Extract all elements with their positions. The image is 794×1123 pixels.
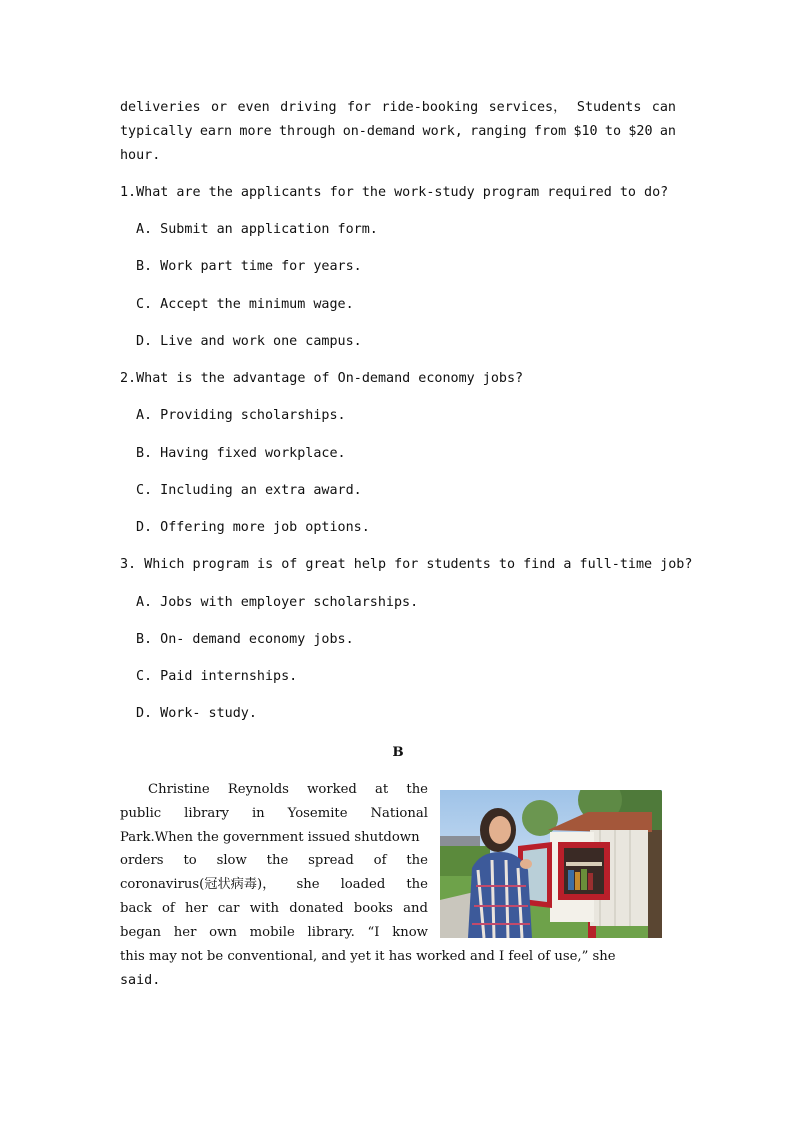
passage-b-line-2 <box>120 802 428 826</box>
question-2-stem: 2.What is the advantage of On-demand economy jobs? <box>120 371 524 386</box>
passage-b-line-2-word: library <box>184 805 229 821</box>
intro-line-1-word: deliveries <box>120 100 201 115</box>
passage-b-line-6 <box>120 897 428 921</box>
passage-b-line-5-word: coronavirus(冠状病毒)， <box>120 877 276 893</box>
passage-b-line-4-word: of <box>373 853 387 869</box>
passage-b-line-7-word: library. <box>307 924 355 940</box>
intro-line-1-word: for <box>346 100 372 115</box>
question-1-option-d: D. Live and work one campus. <box>136 334 362 349</box>
passage-b-line-2-word: Yosemite <box>287 805 348 821</box>
passage-b-line-5-word: she <box>296 877 320 893</box>
question-3-option-a: A. Jobs with employer scholarships. <box>136 595 419 610</box>
intro-line-2-word: through <box>278 124 336 139</box>
passage-b-line-2-word: public <box>120 805 162 821</box>
intro-line-1-word: Students <box>576 100 642 115</box>
passage-b-full-line: this may not be conventional, and yet it has worked and I feel of use,” she <box>120 949 616 964</box>
passage-b-line-6-word: her <box>185 901 208 916</box>
intro-line-1-word: or <box>211 100 228 115</box>
intro-line-2-word: on-demand <box>342 124 416 139</box>
question-3-option-b: B. On- demand economy jobs. <box>136 632 354 647</box>
intro-line-1-word: ride-booking <box>381 100 479 115</box>
intro-line-2-word: more <box>239 124 272 139</box>
question-1-stem: 1.What are the applicants for the work-study program required to do? <box>120 185 669 200</box>
passage-b-line-4 <box>120 849 428 873</box>
question-3-option-c: C. Paid internships. <box>136 669 298 684</box>
passage-b-line-6-word: car <box>217 901 240 916</box>
question-2-option-b: B. Having fixed workplace. <box>136 446 346 461</box>
question-1-option-a: A. Submit an application form. <box>136 222 378 237</box>
intro-line-2-word: ranging <box>470 124 527 139</box>
passage-b-line-2-word: National <box>370 805 428 821</box>
passage-b-line-7-word: mobile <box>249 924 295 940</box>
passage-b-line-1 <box>148 778 428 802</box>
intro-line-2-word: work, <box>422 124 463 139</box>
passage-b-line-5-word: loaded <box>340 877 386 893</box>
passage-b-line-5-word: the <box>406 877 428 893</box>
passage-b-line-6-word: and <box>403 901 428 916</box>
intro-line-2-word: typically <box>120 124 193 139</box>
passage-b-line-5 <box>120 873 428 897</box>
section-b-heading: B <box>392 744 404 760</box>
passage-b-last-line: said. <box>120 973 161 988</box>
passage-b-line-1-word: at <box>375 782 389 797</box>
passage-b-line-7-word: began <box>120 924 162 940</box>
passage-b-line-1-word: the <box>406 782 428 797</box>
passage-b-line-7-word: “I <box>367 924 380 940</box>
question-3-stem: 3. Which program is of great help for students to find a full-time job? <box>120 557 693 572</box>
passage-b-line-2-word: in <box>251 805 265 821</box>
question-2-option-c: C. Including an extra award. <box>136 483 362 498</box>
library-box-photo <box>440 790 662 938</box>
question-1-option-b: B. Work part time for years. <box>136 259 362 274</box>
intro-line-2 <box>120 120 676 144</box>
passage-b-line-7-word: her <box>173 924 197 940</box>
passage-b-line-6-word: with <box>249 901 279 916</box>
intro-line-1-word: can <box>651 100 676 115</box>
intro-line-2-word: an <box>659 124 676 139</box>
passage-b-line-7 <box>120 921 428 945</box>
intro-line-2-word: earn <box>199 124 233 139</box>
passage-b-line-6-word: donated <box>289 901 344 916</box>
intro-line-1 <box>120 96 676 120</box>
question-3-option-d: D. Work- study. <box>136 706 257 721</box>
passage-b-line-4-word: spread <box>308 853 354 869</box>
passage-b-line-7-word: know <box>392 924 428 940</box>
passage-b-line-4-word: slow <box>216 853 247 869</box>
intro-line-2-word: $20 <box>628 124 653 139</box>
passage-b-line-4-word: the <box>266 853 289 869</box>
passage-b-line-1-word: worked <box>307 782 357 797</box>
passage-b-line-6-word: back <box>120 901 152 916</box>
passage-b-line-4-word: orders <box>120 853 164 869</box>
intro-line-3: hour. <box>120 148 161 163</box>
question-2-option-d: D. Offering more job options. <box>136 520 370 535</box>
intro-line-2-word: $10 <box>573 124 598 139</box>
intro-line-1-word: driving <box>280 100 337 115</box>
passage-b-line-3: Park.When the government issued shutdown <box>120 829 420 845</box>
question-2-option-a: A. Providing scholarships. <box>136 408 346 423</box>
intro-line-2-word: from <box>533 124 567 139</box>
passage-b-line-4-word: to <box>183 853 197 869</box>
passage-b-line-1-word: Reynolds <box>227 782 289 797</box>
passage-b-line-6-word: of <box>161 901 175 916</box>
passage-b-line-4-word: the <box>406 853 428 869</box>
question-1-option-c: C. Accept the minimum wage. <box>136 297 354 312</box>
passage-b-line-6-word: books <box>353 901 393 916</box>
passage-b-line-1-word: Christine <box>148 782 210 797</box>
intro-line-1-word: even <box>237 100 270 115</box>
intro-line-2-word: to <box>604 124 622 139</box>
passage-b-line-7-word: own <box>209 924 237 940</box>
intro-line-1-word: services， <box>488 100 567 115</box>
